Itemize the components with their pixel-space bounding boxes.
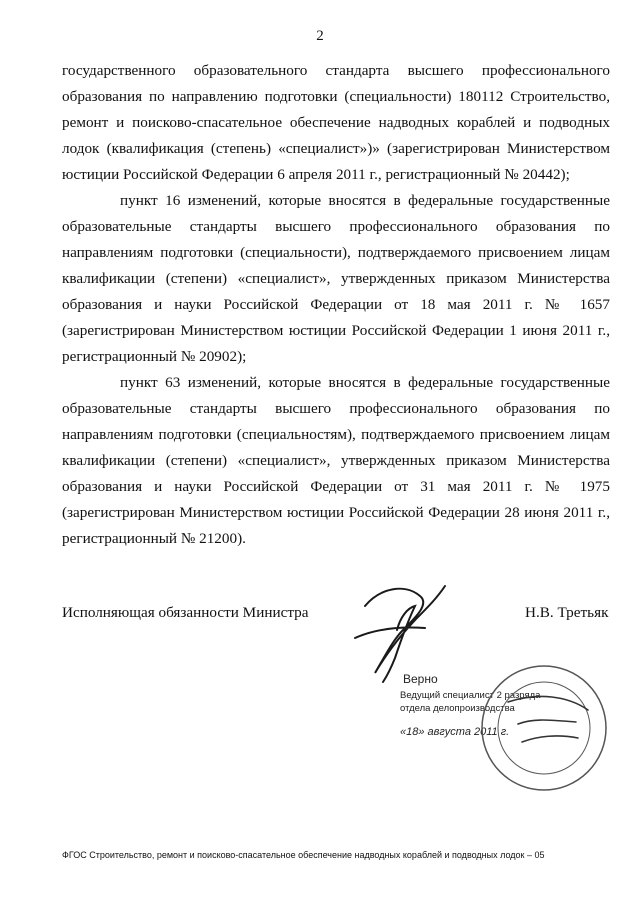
certification-verno: Верно — [403, 672, 438, 686]
paragraph-continuation: государственного образовательного стандарта высшего профессионального образования по направлению подготовки (специальности) 180112 Строительство, ремонт и поисково-спасательное обеспечение надводных кораблей и подводных лодок (квалификация (степень) «специалист»)» (зарегистрирован Министерством юстиции Российской Федерации 6 апреля 2011 г., регистрационный № 20442); — [62, 62, 610, 183]
signatory-name: Н.В. Третьяк — [525, 604, 609, 621]
paragraph-item-63: пункт 63 изменений, которые вносятся в федеральные государственные образовательные стандарты высшего профессионального образования по направлениям подготовки (специальностям), подтверждаемого присвоением лицам квалификации (степени) «специалист», утвержденных приказом Министерства образования и науки Российской Федерации от 31 мая 2011 г. № 1975 (зарегистрирован Министерством юстиции Российской Федерации 28 июня 2011 г., регистрационный № 21200). — [62, 374, 610, 547]
handwritten-signature — [345, 578, 455, 688]
certification-position: Ведущий специалист 2 разряда — [400, 690, 541, 701]
official-seal — [478, 662, 610, 794]
signatory-position: Исполняющая обязанности Министра — [62, 604, 309, 621]
certification-date: «18» августа 2011 г. — [400, 726, 510, 738]
page-number: 2 — [316, 28, 324, 44]
page-footer: ФГОС Строительство, ремонт и поисково-спасательное обеспечение надводных кораблей и подводных лодок – 05 — [62, 850, 545, 860]
document-body — [62, 58, 610, 552]
paragraph-item-16: пункт 16 изменений, которые вносятся в федеральные государственные образовательные стандарты высшего профессионального образования по направлениям подготовки (специальности), подтверждаемого присвоением лицам квалификации (степени) «специалист», утвержденных приказом Министерства образования и науки Российской Федерации от 18 мая 2011 г. № 1657 (зарегистрирован Министерством юстиции Российской Федерации 1 июня 2011 г., регистрационный № 20902); — [62, 192, 610, 365]
certification-department: отдела делопроизводства — [400, 703, 515, 714]
